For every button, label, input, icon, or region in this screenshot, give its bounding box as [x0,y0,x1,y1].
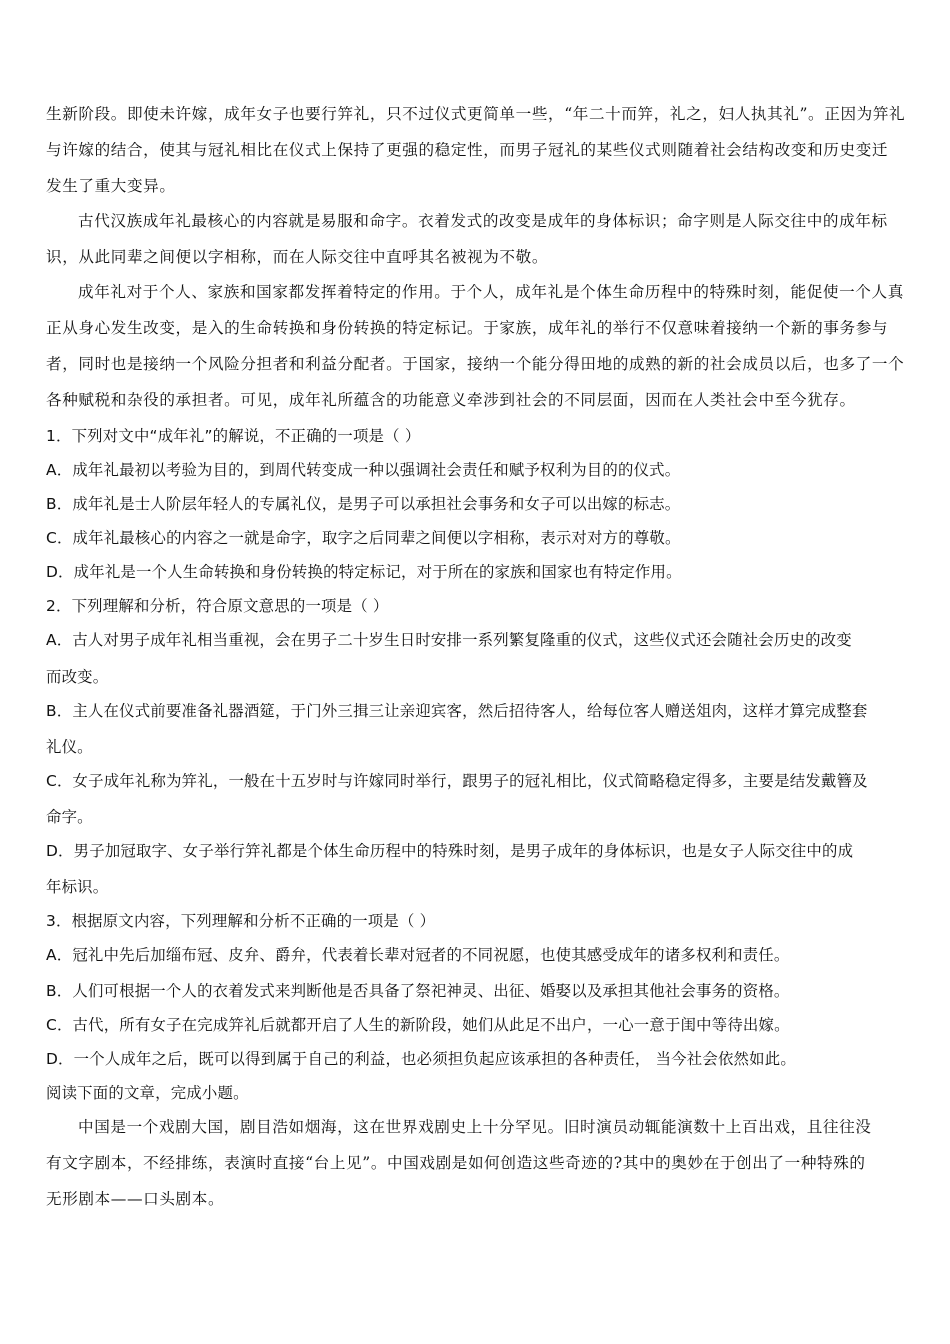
passage-line: 与许嫁的结合，使其与冠礼相比在仪式上保持了更强的稳定性，而男子冠礼的某些仪式则随着社会结构改变和历史变迁 [46,141,889,159]
option-a[interactable]: A．成年礼最初以考验为目的，到周代转变成一种以强调社会责任和赋予权利为目的的仪式。 [46,461,681,479]
option-b[interactable]: B．成年礼是士人阶层年轻人的专属礼仪，是男子可以承担社会事务和女子可以出嫁的标志。 [46,495,681,513]
option-c[interactable]: C．古代，所有女子在完成笄礼后就都开启了人生的新阶段，她们从此足不出户，一心一意于闺中等待出嫁。 [46,1016,790,1034]
option-d[interactable]: D．成年礼是一个人生命转换和身份转换的特定标记，对于所在的家族和国家也有特定作用。 [46,563,682,581]
passage-line: 成年礼对于个人、家族和国家都发挥着特定的作用。于个人，成年礼是个体生命历程中的特殊时刻，能促使一个人真 [78,283,904,301]
passage-line: 古代汉族成年礼最核心的内容就是易服和命字。衣着发式的改变是成年的身体标识；命字则是人际交往中的成年标 [78,212,888,230]
option-a-cont[interactable]: 而改变。 [46,668,109,686]
passage-line: 无形剧本——口头剧本。 [46,1190,225,1208]
option-c[interactable]: C．成年礼最核心的内容之一就是命字，取字之后同辈之间便以字相称，表示对对方的尊敬。 [46,529,681,547]
passage-line: 正从身心发生改变，是入的生命转换和身份转换的特定标记。于家族，成年礼的举行不仅意味着接纳一个新的事务参与 [46,319,889,337]
passage-line: 生新阶段。即使未许嫁，成年女子也要行笄礼，只不过仪式更简单一些，“年二十而笄，礼之，妇人执其礼”。正因为笄礼 [46,105,906,123]
option-c-cont[interactable]: 命字。 [46,808,93,826]
option-d[interactable]: D．一个人成年之后，既可以得到属于自己的利益，也必须担负起应该承担的各种责任， 当今社会依然如此。 [46,1050,796,1068]
passage-line: 中国是一个戏剧大国，剧目浩如烟海，这在世界戏剧史上十分罕见。旧时演员动辄能演数十上百出戏，且往往没 [78,1118,872,1136]
passage-line: 识，从此同辈之间便以字相称，而在人际交往中直呼其名被视为不敬。 [46,248,549,266]
option-b-cont[interactable]: 礼仪。 [46,738,93,756]
passage-line: 有文字剧本，不经排练，表演时直接“台上见”。中国戏剧是如何创造这些奇迹的?其中的奥妙在于创出了一种特殊的 [46,1154,866,1172]
passage-line: 者，同时也是接纳一个风险分担者和利益分配者。于国家，接纳一个能分得田地的成熟的新的社会成员以后，也多了一个 [46,355,905,373]
section-instruction: 阅读下面的文章，完成小题。 [46,1084,249,1102]
question-stem: 1．下列对文中“成年礼”的解说，不正确的一项是（ ） [46,427,421,445]
option-b[interactable]: B．主人在仪式前要准备礼器酒筵，于门外三揖三让亲迎宾客，然后招待客人，给每位客人赠送俎肉，这样才算完成整套 [46,702,868,720]
option-a[interactable]: A．古人对男子成年礼相当重视，会在男子二十岁生日时安排一系列繁复隆重的仪式，这些仪式还会随社会历史的改变 [46,631,852,649]
option-c[interactable]: C．女子成年礼称为笄礼，一般在十五岁时与许嫁同时举行，跟男子的冠礼相比，仪式简略稳定得多，主要是结发戴簪及 [46,772,868,790]
question-stem: 3．根据原文内容，下列理解和分析不正确的一项是（ ） [46,912,436,930]
passage-line: 各种赋税和杂役的承担者。可见，成年礼所蕴含的功能意义牵涉到社会的不同层面，因而在人类社会中至今犹存。 [46,391,856,409]
option-b[interactable]: B．人们可根据一个人的衣着发式来判断他是否具备了祭祀神灵、出征、婚娶以及承担其他社会事务的资格。 [46,982,790,1000]
question-stem: 2．下列理解和分析，符合原文意思的一项是（ ） [46,597,389,615]
option-d[interactable]: D．男子加冠取字、女子举行笄礼都是个体生命历程中的特殊时刻，是男子成年的身体标识，也是女子人际交往中的成 [46,842,854,860]
option-d-cont[interactable]: 年标识。 [46,878,109,896]
passage-line: 发生了重大变异。 [46,177,176,195]
option-a[interactable]: A．冠礼中先后加缁布冠、皮弁、爵弁，代表着长辈对冠者的不同祝愿，也使其感受成年的诸多权利和责任。 [46,946,790,964]
